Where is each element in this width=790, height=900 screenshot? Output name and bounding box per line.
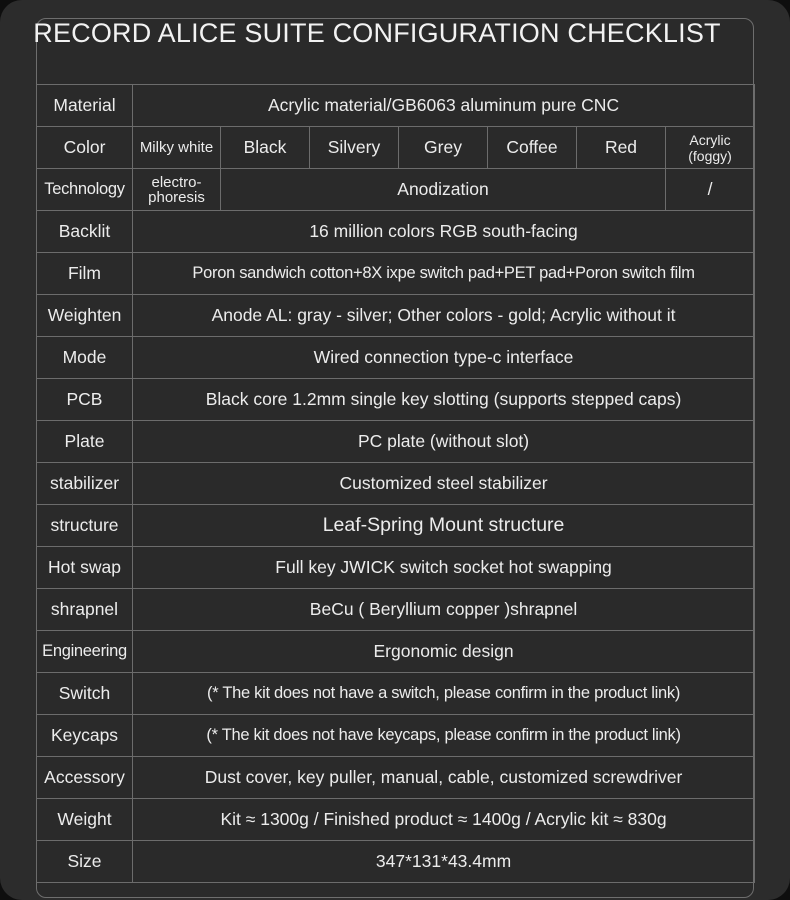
table-row-switch [37,673,755,715]
row-value: Black core 1.2mm single key slotting (supports stepped caps) [133,379,755,421]
row-label: Engineering [37,631,133,673]
row-label: Plate [37,421,133,463]
row-value: Ergonomic design [133,631,755,673]
table-row-plate [37,421,755,463]
row-label: Weighten [37,295,133,337]
row-value: BeCu ( Beryllium copper )shrapnel [133,589,755,631]
row-label: Accessory [37,757,133,799]
color-option: Black [221,127,310,169]
table-row-weight [37,799,755,841]
row-label: Color [37,127,133,169]
table-row-accessory [37,757,755,799]
table-row-engineering [37,631,755,673]
row-label: shrapnel [37,589,133,631]
row-label: Weight [37,799,133,841]
row-value: (* The kit does not have keycaps, please confirm in the product link) [133,715,755,757]
table-row-structure [37,505,755,547]
row-value: Kit ≈ 1300g / Finished product ≈ 1400g / Acrylic kit ≈ 830g [133,799,755,841]
row-value: 16 million colors RGB south-facing [133,211,755,253]
row-label: stabilizer [37,463,133,505]
table-row-pcb [37,379,755,421]
table-row-stabilizer [37,463,755,505]
color-option: Coffee [488,127,577,169]
row-value: Customized steel stabilizer [133,463,755,505]
color-option: Acrylic (foggy) [666,127,755,169]
row-label: Technology [37,169,133,211]
table-row-technology [37,169,755,211]
table-row-material [37,85,755,127]
row-label: structure [37,505,133,547]
table-row-size [37,841,755,883]
row-label: Film [37,253,133,295]
row-label: PCB [37,379,133,421]
table-row-film [37,253,755,295]
row-value: Wired connection type-c interface [133,337,755,379]
color-option: Milky white [133,127,221,169]
row-value: Acrylic material/GB6063 aluminum pure CNC [133,85,755,127]
row-label: Size [37,841,133,883]
row-label: Mode [37,337,133,379]
row-value: Full key JWICK switch socket hot swapping [133,547,755,589]
table-row-mode [37,337,755,379]
table-row-color [37,127,755,169]
table-row-backlit [37,211,755,253]
row-label: Keycaps [37,715,133,757]
table-row-keycaps [37,715,755,757]
row-value: PC plate (without slot) [133,421,755,463]
table-row-hotswap [37,547,755,589]
row-label: Hot swap [37,547,133,589]
row-value: Leaf-Spring Mount structure [133,505,755,547]
technology-value: / [666,169,755,211]
row-value: Anode AL: gray - silver; Other colors - gold; Acrylic without it [133,295,755,337]
spec-table [36,84,755,883]
technology-value: Anodization [221,169,666,211]
color-option: Silvery [310,127,399,169]
row-value: 347*131*43.4mm [133,841,755,883]
color-option: Red [577,127,666,169]
row-label: Material [37,85,133,127]
page-title: RECORD ALICE SUITE CONFIGURATION CHECKLIST [33,17,721,48]
row-value: (* The kit does not have a switch, please confirm in the product link) [133,673,755,715]
row-value: Poron sandwich cotton+8X ixpe switch pad+PET pad+Poron switch film [133,253,755,295]
row-label: Switch [37,673,133,715]
color-option: Grey [399,127,488,169]
technology-value: electro-phoresis [133,169,221,211]
row-value: Dust cover, key puller, manual, cable, customized screwdriver [133,757,755,799]
table-row-shrapnel [37,589,755,631]
table-row-weighten [37,295,755,337]
row-label: Backlit [37,211,133,253]
